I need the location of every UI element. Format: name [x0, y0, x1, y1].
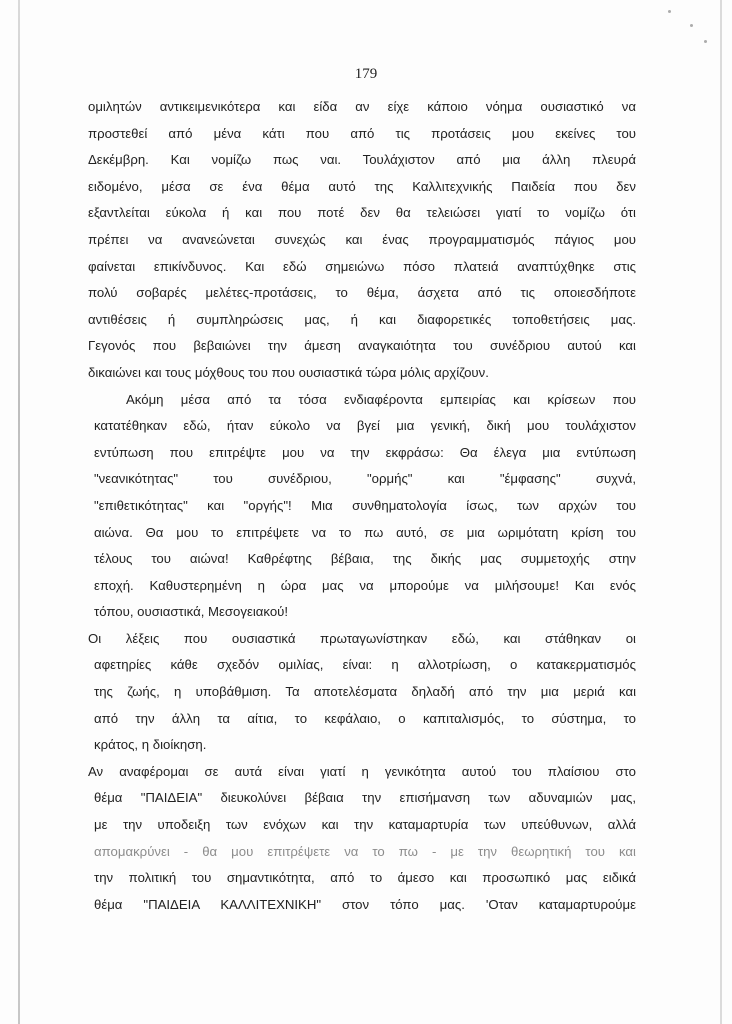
text-line: "νεανικότητας" του συνέδριου, "ορμής" και "έμφασης" συχνά, — [94, 471, 636, 487]
text-line: κράτος, η διοίκηση. — [94, 737, 207, 753]
text-line: "επιθετικότητας" και "οργής"! Μια συνθηματολογία ίσως, των αρχών του — [94, 497, 636, 513]
text-line: τέλους του αιώνα! Καθρέφτης βέβαια, της δικής μας συμμετοχής στην — [94, 551, 636, 567]
text-line: εποχή. Καθυστερημένη η ώρα μας να μπορούμε να μιλήσουμε! Και ενός — [94, 577, 636, 593]
text-line: αιώνα. Θα μου το επιτρέψετε να το πω αυτό, σε μια ωριμότατη κρίση του — [94, 524, 636, 540]
text-line: τόπου, ουσιαστικά, Μεσογειακού! — [94, 604, 289, 620]
scan-speck — [704, 40, 707, 43]
scan-speck — [690, 24, 693, 27]
text-line: της ζωής, η υποβάθμιση. Τα αποτελέσματα δηλαδή από την μια μεριά και — [94, 684, 636, 700]
scan-speck — [668, 10, 671, 13]
text-line: αντιθέσεις ή συμπληρώσεις μας, ή και διαφορετικές τοποθετήσεις μας. — [88, 311, 636, 327]
text-line: πρέπει να ανανεώνεται συνεχώς και ένας προγραμματισμός πάγιος μου — [88, 231, 636, 247]
text-line: την πολιτική του σημαντικότητα, από το άμεσο και προσωπικό μας ειδικά — [94, 870, 636, 886]
text-line: ειδομένο, μέσα σε ένα θέμα αυτό της Καλλιτεχνικής Παιδεία που δεν — [88, 178, 636, 194]
text-line: εξαντλείται εύκολα ή και που ποτέ δεν θα τελειώσει γιατί το νομίζω ότι — [88, 205, 636, 221]
text-line: κατατέθηκαν εδώ, ήταν εύκολο να βγεί μια γενική, δική μου τουλάχιστον — [94, 418, 636, 434]
scan-left-edge — [18, 0, 20, 1024]
text-line: με την υποδειξη των ενόχων και την καταμαρτυρία των υπεύθυνων, αλλά — [94, 817, 636, 833]
text-line: εντύπωση που επιτρέψτε μου να την εκφράσω: Θα έλεγα μια εντύπωση — [94, 444, 636, 460]
text-line: από την άλλη τα αίτια, το κεφάλαιο, ο καπιταλισμός, το σύστημα, το — [94, 710, 636, 726]
text-line: αφετηρίες κάθε σχεδόν ομιλίας, είναι: η αλλοτρίωση, ο κατακερματισμός — [94, 657, 636, 673]
text-line: θέμα "ΠΑΙΔΕΙΑ" διευκολύνει βέβαια την επισήμανση των αδυναμιών μας, — [94, 790, 636, 806]
page-number: 179 — [354, 66, 378, 82]
text-line: Γεγονός που βεβαιώνει την άμεση αναγκαιότητα του συνέδριου αυτού και — [88, 338, 636, 354]
text-line: Αν αναφέρομαι σε αυτά είναι γιατί η γενικότητα αυτού του πλαίσιου στο — [88, 763, 636, 779]
text-line: ομιλητών αντικειμενικότερα και είδα αν είχε κάποιο νόημα ουσιαστικό να — [88, 99, 636, 114]
scan-right-edge — [720, 0, 722, 1024]
text-line: θέμα "ΠΑΙΔΕΙΑ ΚΑΛΛΙΤΕΧΝΙΚΗ" στον τόπο μας. 'Οταν καταμαρτυρούμε — [94, 896, 636, 912]
body-text — [88, 94, 636, 918]
text-line: πολύ σοβαρές μελέτες-προτάσεις, το θέμα, άσχετα από τις οποιεσδήποτε — [88, 285, 636, 301]
text-line: Δεκέμβρη. Και νομίζω πως ναι. Τουλάχιστον από μια άλλη πλευρά — [88, 152, 636, 168]
text-line: προστεθεί από μένα κάτι που από τις προτάσεις μου εκείνες του — [88, 125, 636, 141]
text-line: Οι λέξεις που ουσιαστικά πρωταγωνίστηκαν εδώ, και στάθηκαν οι — [88, 630, 636, 646]
text-line: φαίνεται επικίνδυνος. Και εδώ σημειώνω πόσο πλατειά αναπτύχθηκε στις — [88, 258, 636, 274]
text-line: Ακόμη μέσα από τα τόσα ενδιαφέροντα εμπειρίας και κρίσεων που — [126, 391, 636, 407]
text-line: απομακρύνει - θα μου επιτρέψετε να το πω - με την θεωρητική του και — [94, 843, 636, 859]
text-line: δικαιώνει και τους μόχθους του που ουσιαστικά τώρα μόλις αρχίζουν. — [88, 364, 489, 380]
